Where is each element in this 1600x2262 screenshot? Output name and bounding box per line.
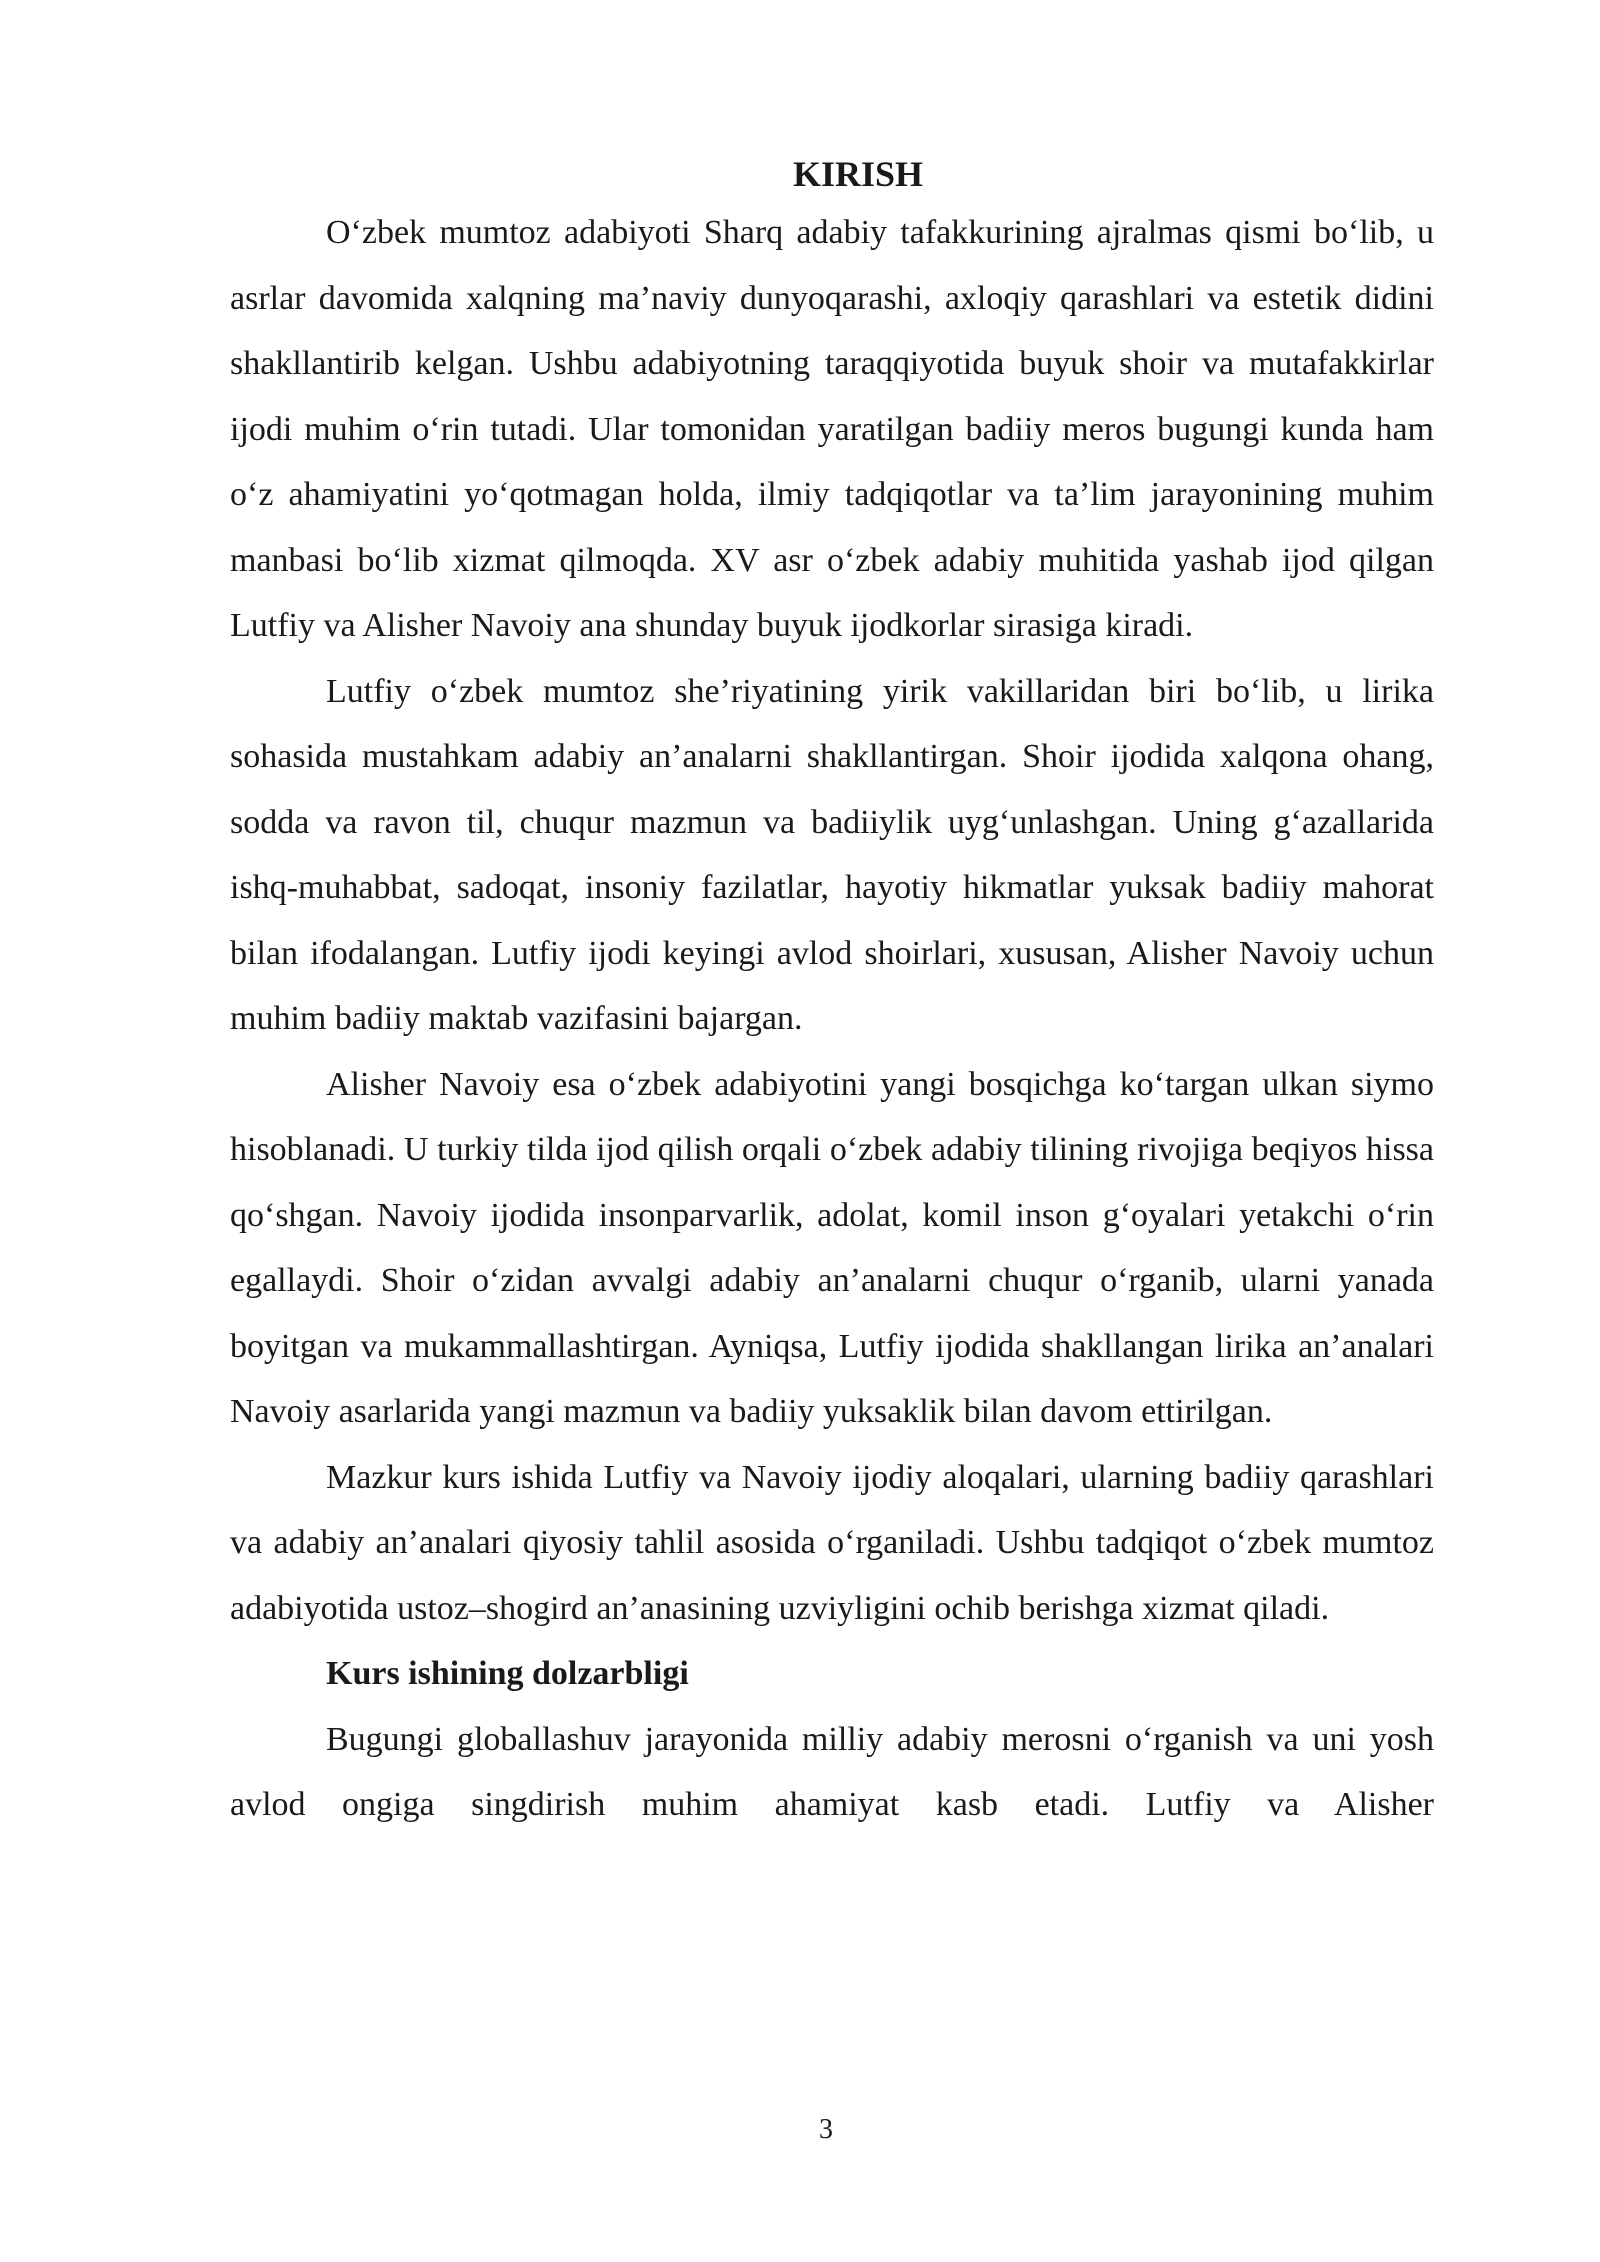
paragraph-course-work: Mazkur kurs ishida Lutfiy va Navoiy ijodiy aloqalari, ularning badiiy qarashlari va adabiy an’analari qiyosiy tahlil asosida o‘rganiladi. Ushbu tadqiqot o‘zbek mumtoz adabiyotida ustoz–shogird an’anasining uzviyligini ochib berishga xizmat qiladi. bbox=[230, 1458, 1434, 1627]
section-title: KIRISH bbox=[792, 154, 924, 194]
subheading-relevance: Kurs ishining dolzarbligi bbox=[326, 1655, 689, 1692]
paragraph-lutfiy: Lutfiy o‘zbek mumtoz she’riyatining yirik vakillaridan biri bo‘lib, u lirika sohasida mustahkam adabiy an’analarni shakllantirgan. Shoir ijodida xalqona ohang, sodda va ravon til, chuqur mazmun va badiiylik uyg‘unlashgan. Uning g‘azallarida ishq-muhabbat, sadoqat, insoniy fazilatlar, hayotiy hikmatlar yuksak badiiy mahorat bilan ifodalangan. Lutfiy ijodi keyingi avlod shoirlari, xususan, Alisher Navoiy uchun muhim badiiy maktab vazifasini bajargan. bbox=[230, 672, 1434, 1037]
paragraph-intro: O‘zbek mumtoz adabiyoti Sharq adabiy tafakkurining ajralmas qismi bo‘lib, u asrlar davomida xalqning ma’naviy dunyoqarashi, axloqiy qarashlari va estetik didini shakllantirib kelgan. Ushbu adabiyotning taraqqiyotida buyuk shoir va mutafakkirlar ijodi muhim o‘rin tutadi. Ular tomonidan yaratilgan badiiy meros bugungi kunda ham o‘z ahamiyatini yo‘qotmagan holda, ilmiy tadqiqotlar va ta’lim jarayonining muhim manbasi bo‘lib xizmat qilmoqda. XV asr o‘zbek adabiy muhitida yashab ijod qilgan Lutfiy va Alisher Navoiy ana shunday buyuk ijodkorlar sirasiga kiradi. bbox=[230, 214, 1434, 644]
paragraph-navoiy: Alisher Navoiy esa o‘zbek adabiyotini yangi bosqichga ko‘targan ulkan siymo hisoblanadi. U turkiy tilda ijod qilish orqali o‘zbek adabiy tilining rivojiga beqiyos hissa qo‘shgan. Navoiy ijodida insonparvarlik, adolat, komil inson g‘oyalari yetakchi o‘rin egallaydi. Shoir o‘zidan avvalgi adabiy an’analarni chuqur o‘rganib, ularni yanada boyitgan va mukammallashtirgan. Ayniqsa, Lutfiy ijodida shakllangan lirika an’analari Navoiy asarlarida yangi mazmun va badiiy yuksaklik bilan davom ettirilgan. bbox=[230, 1065, 1434, 1430]
document-body bbox=[230, 148, 1434, 1838]
page-number: 3 bbox=[819, 2114, 833, 2145]
paragraph-relevance: Bugungi globallashuv jarayonida milliy adabiy merosni o‘rganish va uni yosh avlod ongiga singdirish muhim ahamiyat kasb etadi. Lutfiy va Alisher bbox=[230, 1720, 1434, 1823]
